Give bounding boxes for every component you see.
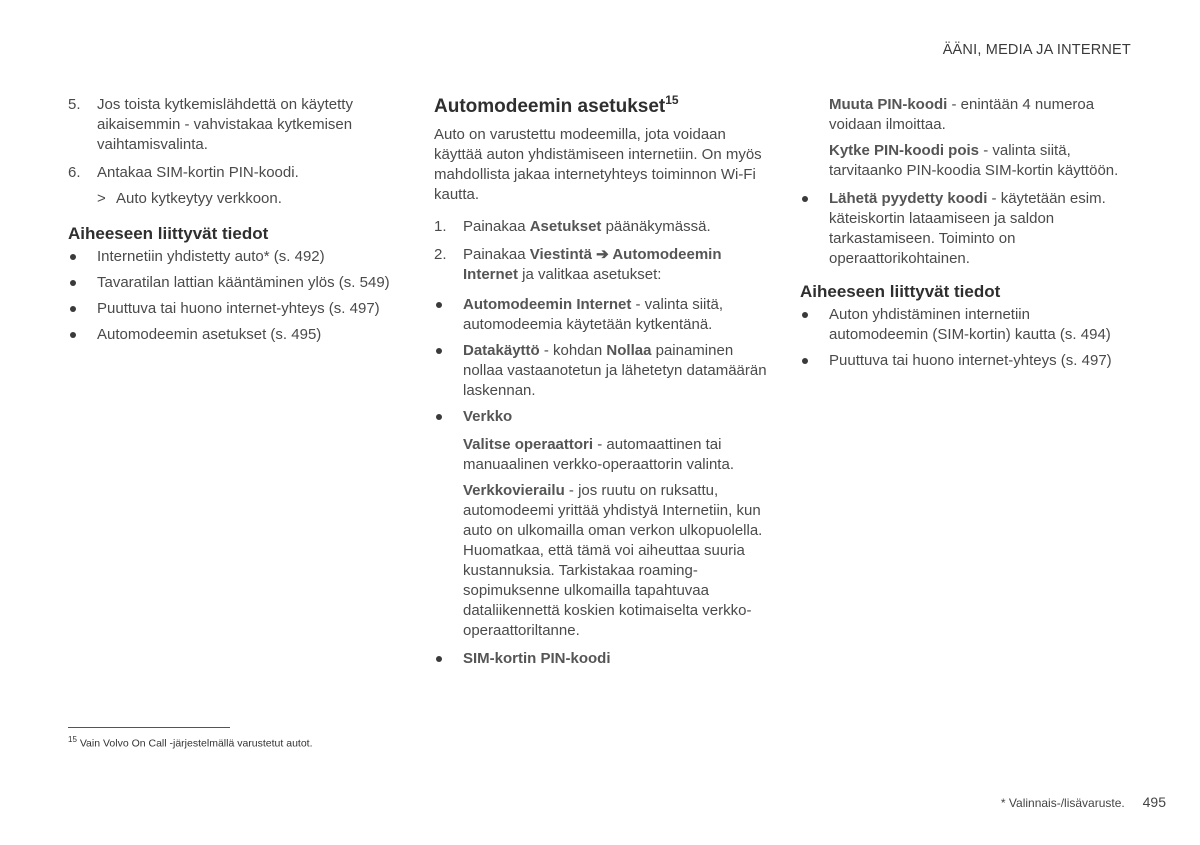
related-link[interactable]	[68, 325, 398, 345]
option-description: - valinta siitä, tarvitaanko PIN-koodia SIM-kortin käyttöön.	[829, 142, 1119, 179]
option-description: - jos ruutu on ruksattu, automodeemi yrittää yhdistyä Internetiin, kun auto on ulkomailla oman verkon ulkopuolella. Huomatkaa, että tämä voi aiheuttaa suuria kustannuksia. Tarkistakaa roaming-sopimuksenne ulkomailla tapahtuvaa dataliikennettä koskien kotimaiselta verkko-operaattoriltanne.	[463, 482, 763, 639]
bullet-icon	[802, 358, 808, 364]
section-heading-text: Automodeemin asetukset	[434, 96, 666, 117]
menu-term-asetukset: Asetukset	[529, 218, 602, 235]
footnote-text: Vain Volvo On Call -järjestelmällä varustetut autot.	[79, 737, 313, 750]
option-label: Kytke PIN-koodi pois	[829, 142, 980, 159]
step-text: Antakaa SIM-kortin PIN-koodi.	[97, 164, 299, 181]
related-heading: Aiheeseen liittyvät tiedot	[68, 224, 269, 243]
footnote-divider	[68, 727, 230, 728]
option-automodeemin-internet	[434, 295, 774, 335]
result-arrow-icon: >	[97, 190, 106, 207]
page-number: 495	[1142, 794, 1166, 810]
bullet-icon	[70, 306, 76, 312]
page-footer	[1001, 792, 1166, 813]
step-number: 6.	[68, 164, 81, 181]
related-link-text[interactable]: Tavaratilan lattian kääntäminen ylös (s. 549)	[97, 274, 390, 291]
step-number: 5.	[68, 96, 81, 113]
footnote	[68, 733, 313, 751]
option-sim-pin	[434, 649, 774, 669]
option-label: Nollaa	[606, 342, 652, 359]
suboption-verkkovierailu	[434, 481, 774, 641]
column-left	[68, 95, 398, 351]
option-label: Valitse operaattori	[463, 436, 594, 453]
suboption-muuta-pin	[800, 95, 1130, 135]
step-6	[68, 163, 398, 183]
step-text: ja valitkaa asetukset:	[518, 266, 662, 283]
bullet-icon	[70, 280, 76, 286]
step-1	[434, 217, 774, 237]
bullet-icon	[802, 196, 808, 202]
related-link-text[interactable]: Puuttuva tai huono internet-yhteys (s. 497)	[829, 352, 1112, 369]
option-label: Datakäyttö	[463, 342, 540, 359]
related-heading: Aiheeseen liittyvät tiedot	[800, 282, 1001, 301]
step-2	[434, 245, 774, 285]
column-middle	[434, 95, 774, 675]
option-label: Verkko	[463, 408, 513, 425]
option-label: Muuta PIN-koodi	[829, 96, 948, 113]
menu-term-automodeemin-internet: Automodeemin Internet	[463, 246, 722, 283]
option-description: - automaattinen tai manuaalinen verkko-operaattorin valinta.	[463, 436, 734, 473]
option-description: - kohdan	[539, 342, 607, 359]
related-link-text[interactable]: Puuttuva tai huono internet-yhteys (s. 497)	[97, 300, 380, 317]
related-link[interactable]	[68, 273, 398, 293]
related-link[interactable]	[68, 247, 398, 267]
arrow-right-icon: ➔	[591, 246, 613, 263]
option-label: Lähetä pyydetty koodi	[829, 190, 988, 207]
option-description: painaminen nollaa vastaanotetun ja lähetetyn datamäärän laskennan.	[463, 342, 767, 399]
related-link[interactable]	[68, 299, 398, 319]
option-label: SIM-kortin PIN-koodi	[463, 650, 611, 667]
bullet-icon	[436, 302, 442, 308]
footnote-ref: 15	[665, 93, 679, 107]
related-link-text[interactable]: Internetiin yhdistetty auto* (s. 492)	[97, 248, 325, 265]
menu-term-viestinta: Viestintä	[529, 246, 592, 263]
bullet-icon	[436, 414, 442, 420]
option-label: Automodeemin Internet	[463, 296, 632, 313]
step-text: Painakaa	[463, 246, 530, 263]
step-text: Jos toista kytkemislähdettä on käytetty aikaisemmin - vahvistakaa kytkemisen vaihtamisvalinta.	[97, 96, 353, 153]
result-text: Auto kytkeytyy verkkoon.	[116, 190, 282, 207]
intro-paragraph: Auto on varustettu modeemilla, jota voidaan käyttää auton yhdistämiseen internetiin. On myös mahdollista jakaa internetyhteys toiminnon Wi-Fi kautta.	[434, 126, 762, 203]
suboption-kytke-pin-pois	[800, 141, 1130, 181]
suboption-valitse-operaattori	[434, 435, 774, 475]
option-label: Verkkovierailu	[463, 482, 565, 499]
step-text: päänäkymässä.	[601, 218, 711, 235]
related-link[interactable]	[800, 305, 1130, 345]
option-description: - käytetään esim. käteiskortin lataamiseen ja saldon tarkastamiseen. Toiminto on operaattorikohtainen.	[829, 190, 1106, 267]
option-description: - valinta siitä, automodeemia käytetään kytkentänä.	[463, 296, 724, 333]
step-result	[68, 189, 398, 209]
column-right	[800, 95, 1130, 377]
section-heading	[434, 95, 774, 119]
related-link[interactable]	[800, 351, 1130, 371]
option-laheta-koodi	[800, 189, 1130, 269]
step-number: 1.	[434, 218, 447, 235]
step-number: 2.	[434, 246, 447, 263]
bullet-icon	[436, 656, 442, 662]
step-5	[68, 95, 398, 155]
step-text: Painakaa	[463, 218, 530, 235]
page-header-title: ÄÄNI, MEDIA JA INTERNET	[942, 42, 1131, 58]
option-verkko	[434, 407, 774, 427]
option-description: - enintään 4 numeroa voidaan ilmoittaa.	[829, 96, 1095, 133]
bullet-icon	[70, 332, 76, 338]
optional-equipment-note: * Valinnais-/lisävaruste.	[1000, 796, 1125, 810]
footnote-number: 15	[68, 735, 77, 744]
option-datakaytto	[434, 341, 774, 401]
bullet-icon	[436, 348, 442, 354]
related-link-text[interactable]: Automodeemin asetukset (s. 495)	[97, 326, 322, 343]
bullet-icon	[802, 312, 808, 318]
related-link-text[interactable]: Auton yhdistäminen internetiin automodeemin (SIM-kortin) kautta (s. 494)	[829, 306, 1111, 343]
bullet-icon	[70, 254, 76, 260]
